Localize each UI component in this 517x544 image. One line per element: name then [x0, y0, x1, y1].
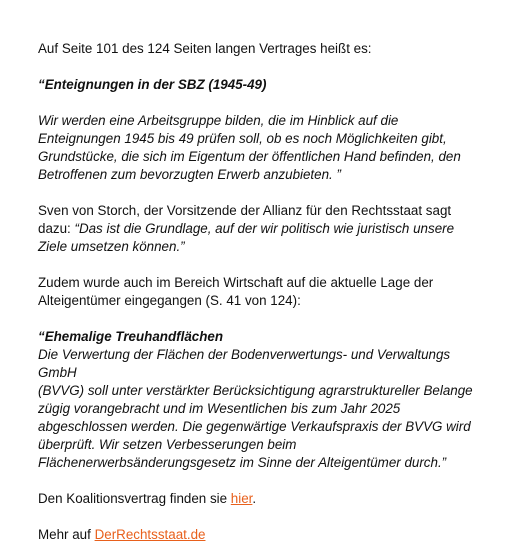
more-prefix: Mehr auf — [38, 527, 95, 542]
storch-paragraph — [38, 202, 478, 256]
quote1-line: Betroffenen zum bevorzugten Erwerb anzubieten. ” — [38, 167, 341, 182]
storch-quote: “Das ist die Grundlage, auf der wir politisch wie juristisch unsere — [74, 221, 455, 236]
quote2-line: GmbH — [38, 365, 77, 380]
quote2-line: (BVVG) soll unter verstärkter Berücksichtigung agrarstruktureller Belange — [38, 383, 473, 398]
more-paragraph — [38, 526, 478, 544]
storch-prefix: dazu: — [38, 221, 75, 236]
quote2-line: überprüft. Wir setzen Verbesserungen beim — [38, 437, 297, 452]
document-body — [38, 40, 478, 544]
quote2-line: Die Verwertung der Flächen der Bodenverwertungs- und Verwaltungs — [38, 347, 451, 362]
storch-line-1: Sven von Storch, der Vorsitzende der Allianz für den Rechtsstaat sagt — [38, 203, 452, 218]
quote2-heading: “Ehemalige Treuhandflächen — [38, 329, 224, 344]
storch-line-2 — [38, 220, 478, 238]
economy-paragraph — [38, 274, 478, 310]
quote1-body — [38, 112, 478, 184]
quote1-heading: “Enteignungen in der SBZ (1945-49) — [38, 77, 267, 92]
coalition-paragraph — [38, 490, 478, 508]
storch-line-3: Ziele umsetzen können.” — [38, 239, 185, 254]
economy-line: Zudem wurde auch im Bereich Wirtschaft auf die aktuelle Lage der — [38, 275, 434, 290]
economy-line: Alteigentümer eingegangen (S. 41 von 124): — [38, 293, 301, 308]
quote2-line: Flächenerwerbsänderungsgesetz im Sinne der Alteigentümer durch.” — [38, 455, 447, 470]
quote2-block — [38, 328, 478, 472]
quote1-line: Wir werden eine Arbeitsgruppe bilden, die im Hinblick auf die — [38, 113, 399, 128]
quote2-line: zügig vorangebracht und im Wesentlichen bis zum Jahr 2025 — [38, 401, 401, 416]
coalition-suffix: . — [252, 491, 257, 506]
quote1-line: Grundstücke, die sich im Eigentum der öffentlichen Hand befinden, den — [38, 149, 461, 164]
quote2-line: abgeschlossen werden. Die gegenwärtige Verkaufspraxis der BVVG wird — [38, 419, 471, 434]
intro-text: Auf Seite 101 des 124 Seiten langen Vertrages heißt es: — [38, 41, 372, 56]
quote1-line: Enteignungen 1945 bis 49 prüfen soll, ob es noch Möglichkeiten gibt, — [38, 131, 447, 146]
rechtsstaat-link[interactable]: DerRechtsstaat.de — [94, 527, 206, 542]
coalition-prefix: Den Koalitionsvertrag finden sie — [38, 491, 231, 506]
coalition-link[interactable]: hier — [230, 491, 253, 506]
